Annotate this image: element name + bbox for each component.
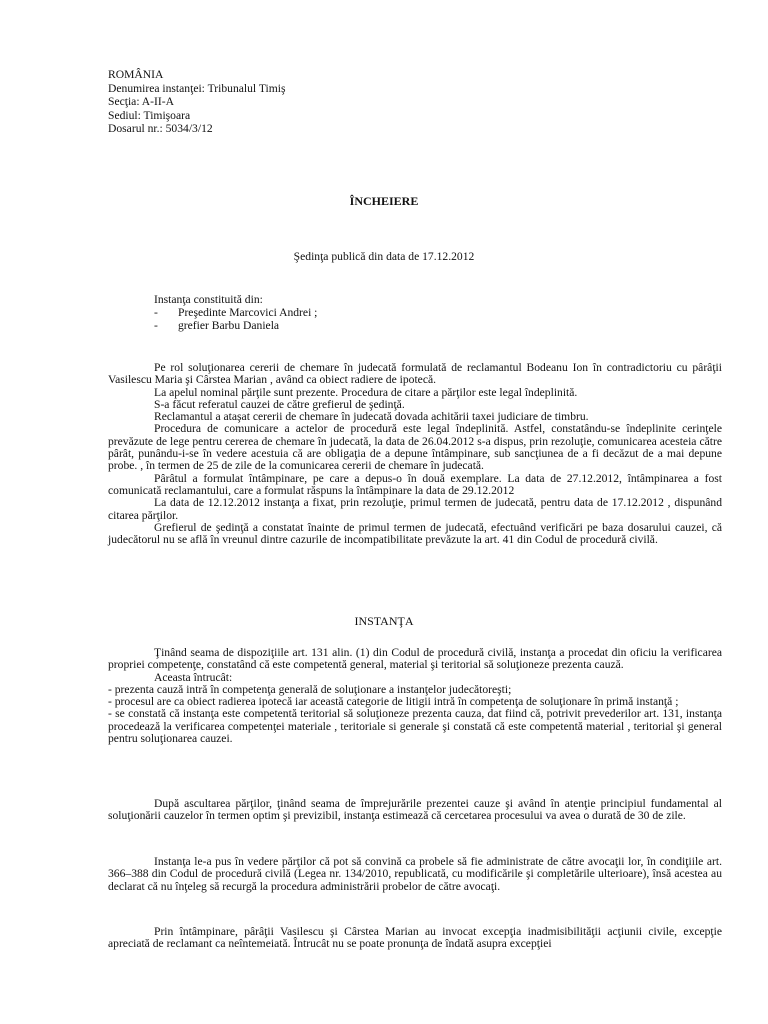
- list-item: - prezenta cauză intră în competenţa generală de soluţionare a instanţelor judecătoreşti;: [108, 682, 512, 696]
- paragraph: Reclamantul a ataşat cererii de chemare în judecată dovada achitării taxei judiciare de timbru.: [154, 410, 589, 424]
- panel-member-text: grefier Barbu Daniela: [178, 319, 280, 332]
- paragraph: Instanţa le-a pus în vedere părţilor că pot să convină ca probele să fie administrate de către avocaţii lor, în condiţiile art. 366–388 din Codul de procedură civilă (Legea nr. 134/2010, republicată, cu modificările şi completările ulterioare), însă acestea au declarat că nu înţeleg să recurgă la procedura administrării probelor de către avocaţi.: [108, 855, 722, 893]
- lawyers-paragraph-block: [108, 856, 722, 893]
- paragraph: Prin întâmpinare, pârâţii Vasilescu şi Cârstea Marian au invocat excepţia inadmisibilităţii acţiunii civile, excepţie apreciată de reclamant ca neîntemeiată. Întrucât nu se poate pronunţa de îndată asupra excepţiei: [108, 925, 722, 951]
- session-line: Şedinţa publică din data de 17.12.2012: [293, 250, 475, 263]
- paragraph: Aceasta întrucât:: [154, 670, 233, 684]
- exception-paragraph-block: [108, 926, 722, 951]
- header-file-number: Dosarul nr.: 5034/3/12: [108, 122, 213, 135]
- list-dash: -: [154, 319, 158, 332]
- court-panel: [154, 293, 317, 332]
- header-seat: Sediul: Timişoara: [108, 108, 191, 122]
- paragraph: Ţinând seama de dispoziţiile art. 131 alin. (1) din Codul de procedură civilă, instanţa a procedat din oficiu la verificarea propriei competenţe, constatând că este competentă general, material şi teritorial să soluţioneze prezenta cauză.: [108, 646, 722, 672]
- paragraph: Pe rol soluţionarea cererii de chemare în judecată formulată de reclamantul Bodeanu Ion în contradictoriu cu pârâţii Vasilescu Maria şi Cârstea Marian , având ca obiect radiere de ipotecă.: [108, 361, 722, 387]
- header-country: ROMÂNIA: [108, 68, 164, 81]
- header-section: Secţia: A-II-A: [108, 95, 174, 108]
- paragraph: La apelul nominal părţile sunt prezente. Procedura de citare a părţilor este legal îndeplinită.: [154, 385, 578, 399]
- panel-member: [154, 319, 317, 332]
- list-item: - procesul are ca obiect radierea ipotecă iar această categorie de litigii intră în competenţa de soluţionare în primă instanţă ;: [108, 695, 679, 709]
- paragraph: Grefierul de şedinţă a constatat înainte de primul termen de judecată, efectuând verificări pe baza dosarului cauzei, că judecătorul nu se află în vreunul dintre cazurile de incompatibilitate prevăzute la art. 41 din Codul de procedură civilă.: [108, 520, 722, 547]
- paragraph: S-a făcut referatul cauzei de către grefierul de şedinţă.: [154, 397, 405, 411]
- paragraph: Procedura de comunicare a actelor de procedură este legal îndeplinită. Astfel, constatându-se îndeplinite cerinţele prevăzute de lege pentru cererea de chemare în judecată, la data de 26.04.2012 s-a dispus, prin rezoluţie, comunicarea acesteia către pârât, punându-i-se în vedere acestuia că are obligaţia de a depune întâmpinare, sub sancţiunea de a fi decăzut de a mai depune probe. , în termen de 25 de zile de la comunicarea cererii de chemare în judecată.: [108, 422, 722, 473]
- section-title: INSTANŢA: [354, 614, 414, 628]
- document-title: ÎNCHEIERE: [349, 194, 419, 208]
- header-court: Denumirea instanţei: Tribunalul Timiş: [108, 81, 286, 95]
- duration-paragraph-block: [108, 798, 722, 823]
- panel-member: [154, 306, 317, 319]
- paragraph: Pârâtul a formulat întâmpinare, pe care a depus-o în două exemplare. La data de 27.12.2012, întâmpinarea a fost comunicată reclamantului, care a formulat răspuns la întâmpinare la data de 29.12.2012: [108, 471, 722, 497]
- list-item: - se constată că instanţa este competentă teritorial să soluţioneze prezenta cauza, dat fiind că, potrivit prevederilor art. 131, instanţa procedează la verificarea competenţei materiale , teritoriale si generale şi constată că este competentă material , teritorial şi general pentru soluţionarea cauzei.: [108, 707, 722, 746]
- competence-section: [108, 647, 722, 745]
- panel-member-text: Preşedinte Marcovici Andrei ;: [178, 306, 318, 319]
- paragraph: La data de 12.12.2012 instanţa a fixat, prin rezoluţie, primul termen de judecată, pentru data de 17.12.2012 , dispunând citarea părţilor.: [108, 496, 722, 522]
- procedure-section: [108, 362, 722, 546]
- document-header: [108, 68, 285, 136]
- list-dash: -: [154, 306, 158, 319]
- panel-intro: Instanţa constituită din:: [154, 293, 263, 306]
- paragraph: După ascultarea părţilor, ţinând seama de împrejurările prezentei cauze şi având în atenţie principiul fundamental al soluţionării cauzelor în termen optim şi previzibil, instanţa estimează că cercetarea procesului va avea o durată de 30 de zile.: [108, 797, 722, 823]
